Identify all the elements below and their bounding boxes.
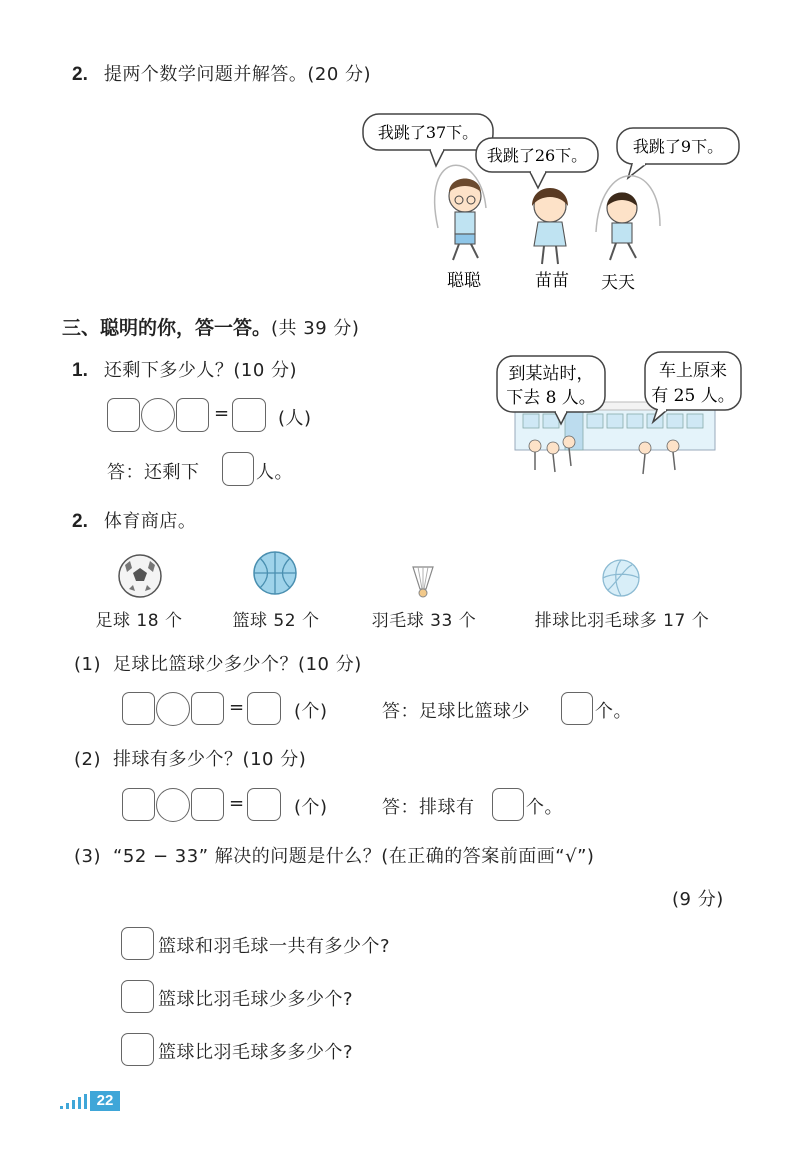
sub2-operator-circle[interactable]: [156, 788, 190, 822]
sub1-operand-box-1[interactable]: [122, 692, 155, 725]
kid-congcong-figure: [435, 165, 486, 260]
q1-unit: (人): [278, 408, 312, 429]
q1-answer-suffix: 人。: [256, 462, 293, 483]
sub-question-number: (2): [74, 749, 101, 770]
sub-question-number: (3): [74, 846, 101, 867]
sub-question-number: (1): [74, 654, 101, 675]
sub1-answer-prefix: 答：足球比篮球少: [382, 701, 530, 722]
option-checkbox-3[interactable]: [121, 1033, 154, 1066]
sub-question-text: 足球比篮球少多少个？(10 分): [113, 654, 362, 675]
option-checkbox-1[interactable]: [121, 927, 154, 960]
sub1-equals-sign: =: [229, 697, 245, 718]
bubble-right-line-1: 车上原来: [659, 361, 727, 381]
section-3-heading: [62, 313, 359, 340]
option-label-2: 篮球比羽毛球少多少个?: [158, 989, 354, 1010]
question-text: 体育商店。: [103, 511, 197, 532]
volleyball-icon: [600, 557, 642, 599]
sub-question-text: “52 − 33” 解决的问题是什么？(在正确的答案前面画“√”): [113, 846, 595, 867]
question-2-sport-store-heading: [72, 507, 196, 533]
ball-label-volleyball: 排球比羽毛球多 17 个: [534, 611, 710, 631]
sub1-answer-suffix: 个。: [595, 701, 632, 722]
option-label-3: 篮球比羽毛球多多少个?: [158, 1042, 354, 1063]
speech-bubble-miaomiao: [476, 138, 598, 188]
kid-miaomiao-figure: [532, 188, 568, 264]
sub2-answer-suffix: 个。: [526, 797, 563, 818]
sub1-result-box[interactable]: [247, 692, 281, 725]
page-number: 22: [90, 1091, 120, 1111]
question-number: 1.: [72, 360, 88, 381]
signal-bars-icon: [58, 1091, 90, 1111]
question-2-heading: [72, 60, 371, 86]
question-number: 2.: [72, 511, 88, 532]
speech-bubble-congcong: [363, 114, 493, 166]
kid-tiantian-figure: [596, 176, 660, 260]
sub2-answer-box[interactable]: [492, 788, 524, 821]
section-score: (共 39 分): [271, 318, 360, 339]
q1-equals-sign: =: [214, 403, 230, 424]
kid-name-tiantian: 天天: [601, 273, 635, 293]
ball-label-shuttlecock: 羽毛球 33 个: [371, 611, 477, 631]
sub-question-1-heading: [74, 650, 362, 676]
speech-text-congcong: 我跳了37下。: [377, 123, 479, 142]
speech-text-tiantian: 我跳了9下。: [632, 137, 724, 156]
question-1-heading: [72, 356, 297, 382]
q1-operand-box-2[interactable]: [176, 398, 209, 432]
sub-question-2-heading: [74, 745, 306, 771]
shuttlecock-icon: [410, 565, 436, 599]
sub-question-text: 排球有多少个？(10 分): [113, 749, 307, 770]
sub2-answer-prefix: 答：排球有: [382, 797, 475, 818]
sub2-operand-box-1[interactable]: [122, 788, 155, 821]
sub1-answer-box[interactable]: [561, 692, 593, 725]
ball-label-soccer: 足球 18 个: [95, 611, 183, 631]
q1-operator-circle[interactable]: [141, 398, 175, 432]
option-checkbox-2[interactable]: [121, 980, 154, 1013]
sub1-operator-circle[interactable]: [156, 692, 190, 726]
q1-answer-box[interactable]: [222, 452, 254, 486]
speech-bubble-tiantian: [617, 128, 739, 178]
question-text: 提两个数学问题并解答。(20 分): [103, 64, 372, 85]
speech-text-miaomiao: 我跳了26下。: [486, 146, 588, 165]
bubble-left-line-1: 到某站时，: [508, 364, 594, 384]
question-text: 还剩下多少人？(10 分): [103, 360, 298, 381]
sub1-unit: (个): [294, 701, 328, 722]
sub2-equals-sign: =: [229, 793, 245, 814]
bus-illustration: [495, 350, 745, 485]
sub2-unit: (个): [294, 797, 328, 818]
sub2-result-box[interactable]: [247, 788, 281, 821]
ball-label-basketball: 篮球 52 个: [232, 611, 320, 631]
kid-name-miaomiao: 苗苗: [535, 271, 569, 291]
soccer-ball-icon: [117, 553, 163, 599]
jump-rope-illustration: [360, 108, 750, 298]
bubble-left-line-2: 下去 8 人。: [506, 388, 596, 408]
question-number: 2.: [72, 64, 88, 85]
sub2-operand-box-2[interactable]: [191, 788, 224, 821]
option-label-1: 篮球和羽毛球一共有多少个?: [158, 936, 391, 957]
sub-question-3-heading: [74, 842, 594, 868]
q1-result-box[interactable]: [232, 398, 266, 432]
sub3-score: (9 分): [672, 889, 724, 910]
basketball-icon: [252, 550, 298, 596]
bubble-right-line-2: 有 25 人。: [651, 386, 735, 406]
q1-answer-prefix: 答：还剩下: [107, 462, 200, 483]
kid-name-congcong: 聪聪: [447, 271, 481, 291]
section-title: 三、聪明的你，答一答。: [62, 317, 272, 339]
q1-operand-box-1[interactable]: [107, 398, 140, 432]
sub1-operand-box-2[interactable]: [191, 692, 224, 725]
